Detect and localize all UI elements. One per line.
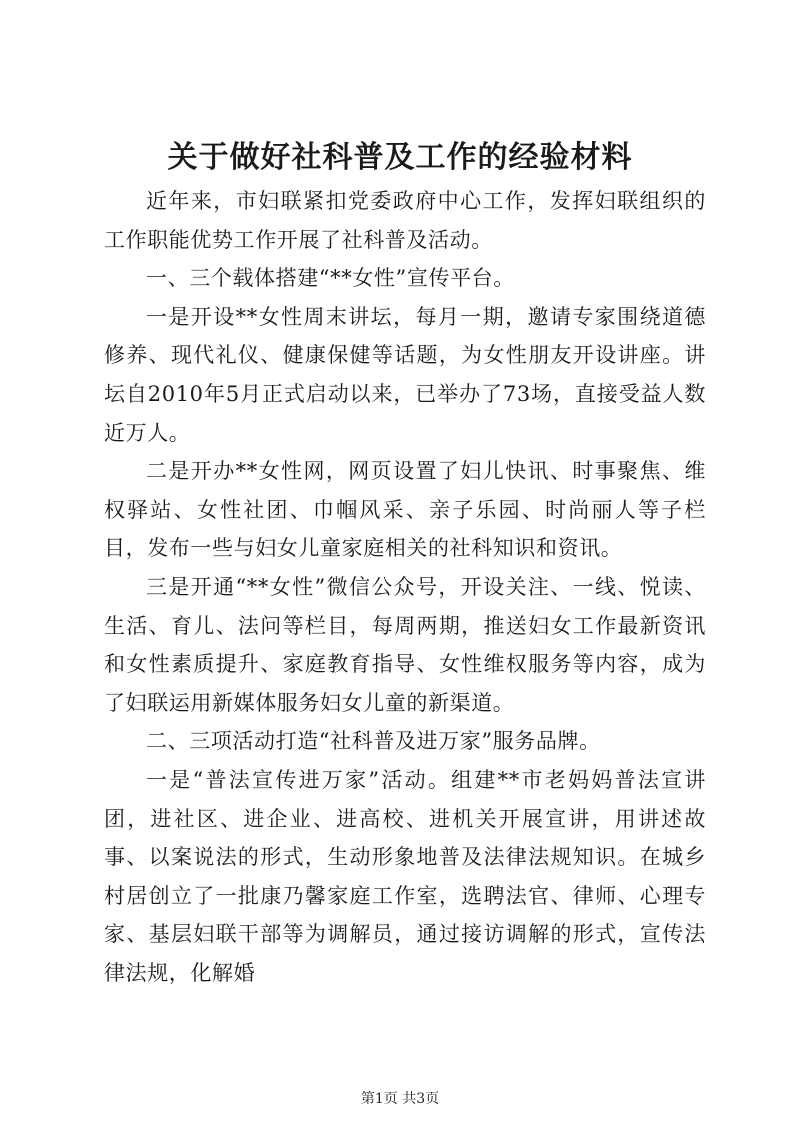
section-heading-2: 二、三项活动打造“社科普及进万家”服务品牌。 — [146, 729, 601, 754]
document-body — [104, 182, 706, 992]
paragraph-intro: 近年来，市妇联紧扣党委政府中心工作，发挥妇联组织的工作职能优势工作开展了社科普及活动。 — [104, 189, 706, 252]
document-title: 关于做好社科普及工作的经验材料 — [167, 140, 633, 175]
paragraph-wechat: 三是开通“**女性”微信公众号，开设关注、一线、悦读、生活、育儿、法问等栏目，每周两期，推送妇女工作最新资讯和女性素质提升、家庭教育指导、女性维权服务等内容，成为了妇联运用新媒体服务妇女儿童的新渠道。 — [104, 574, 706, 715]
page-footer: 第1页 共3页 — [360, 1091, 440, 1107]
paragraph-legal-campaign: 一是“普法宣传进万家”活动。组建**市老妈妈普法宣讲团，进社区、进企业、进高校、进机关开展宣讲，用讲述故事、以案说法的形式，生动形象地普及法律法规知识。在城乡村居创立了一批康乃馨家庭工作室，选聘法官、律师、心理专家、基层妇联干部等为调解员，通过接访调解的形式，宣传法律法规，化解婚 — [104, 767, 706, 985]
paragraph-website: 二是开办**女性网，网页设置了妇儿快讯、时事聚焦、维权驿站、女性社团、巾帼风采、亲子乐园、时尚丽人等子栏目，发布一些与妇女儿童家庭相关的社科知识和资讯。 — [104, 459, 706, 561]
section-heading-1: 一、三个载体搭建“**女性”宣传平台。 — [146, 266, 515, 291]
paragraph-lecture: 一是开设**女性周末讲坛，每月一期，邀请专家围绕道德修养、现代礼仪、健康保健等话题，为女性朋友开设讲座。讲坛自2010年5月正式启动以来，已举办了73场，直接受益人数近万人。 — [104, 304, 706, 445]
